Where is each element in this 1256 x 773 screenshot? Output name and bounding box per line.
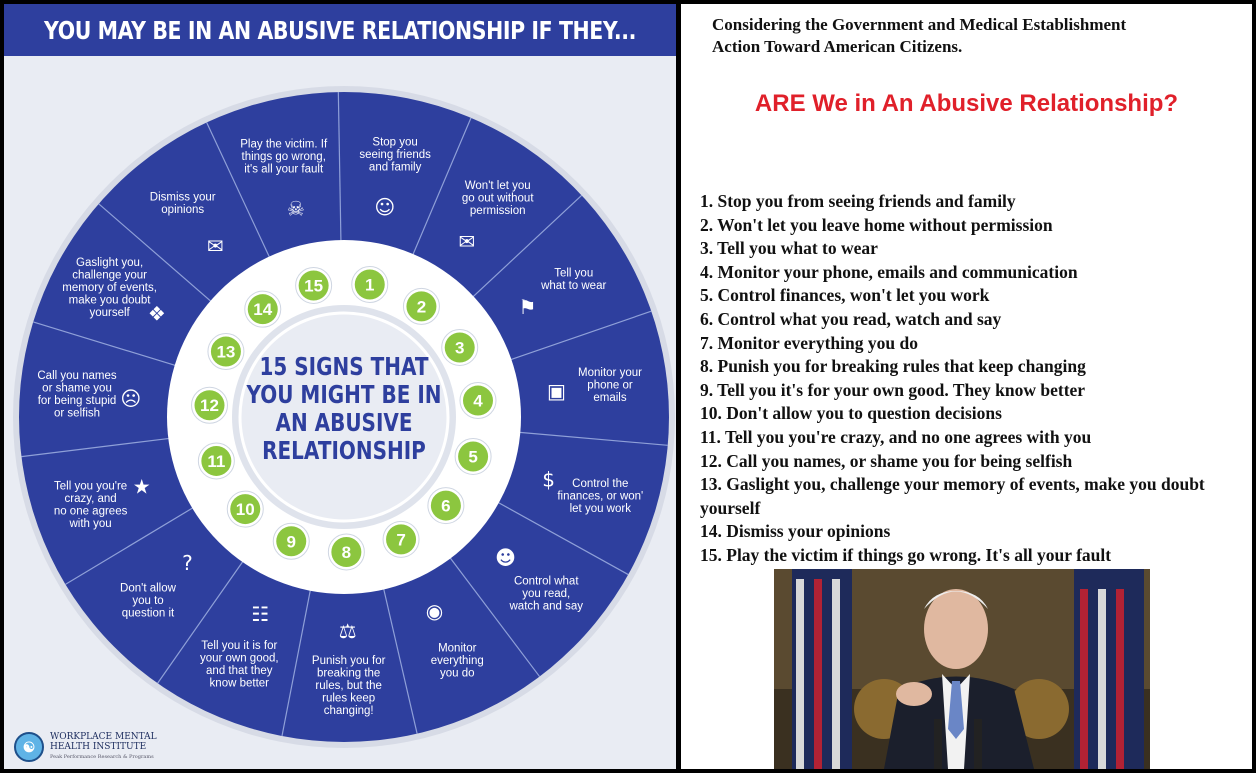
segment-label-line: Dismiss your [149,191,216,204]
heading-line-1: Considering the Government and Medical Establishment [712,15,1127,34]
number-label: 10 [235,500,255,520]
money-bag-icon: $ [542,467,556,492]
number-badge [273,523,309,559]
segment-label-line: Call you names [37,369,117,382]
sign-item: 12. Call you names, or shame you for being selfish [700,450,1073,471]
number-badge [383,521,419,557]
segment-label-line: let you work [569,502,631,515]
segment-label-line: crazy, and [64,493,117,506]
segment-label-line: things go wrong, [241,150,326,163]
logo-tagline: Peak Performance Research & Programs [50,754,154,760]
number-label: 15 [304,276,324,296]
segment-label-line: Monitor [438,642,477,655]
segment-label-line: Stop you [372,136,418,149]
center-title-line: YOU MIGHT BE IN [246,380,442,410]
sign-item: 15. Play the victim if things go wrong. It's all your fault [700,544,1112,565]
segment-label-line: Control what [513,575,579,588]
logo-name-line1: WORKPLACE MENTAL [50,732,157,742]
center-title-line: AN ABUSIVE [275,408,413,438]
segment-label-line: Control the [572,477,629,490]
segment-label-line: and family [368,161,422,174]
segment-label-line: memory of events, [62,282,157,295]
group-icon: ☺ [374,194,396,219]
number-label: 2 [416,297,427,317]
signs-list [700,190,1246,568]
question-person-icon: ? [182,550,193,575]
segment-label-line: finances, or won' [557,490,644,503]
document-sign-icon: ✉ [458,229,476,254]
segment-label-line: you read, [522,587,571,600]
number-label: 12 [200,396,219,416]
segment-label-line: your own good, [199,652,279,665]
institute-logo [14,732,157,762]
segment-label-line: you to [132,594,164,607]
sign-item: 7. Monitor everything you do [700,332,918,353]
number-badge [198,443,234,479]
segment-label-line: emails [593,391,627,404]
computer-phone-icon: ▣ [546,378,566,403]
segment-label-line: watch and say [509,600,584,613]
number-badge [208,334,244,370]
segment-label-line: Tell you you're [54,480,128,493]
crowd-icon: ★ [132,474,151,499]
segment-label-line: or selfish [54,407,101,420]
signs-wheel [4,56,676,769]
sign-item: 5. Control finances, won't let you work [700,285,990,306]
shamed-face-icon: ☹ [120,386,142,411]
center-title-line: 15 SIGNS THAT [259,352,429,382]
sign-item: 2. Won't let you leave home without permission [700,214,1053,235]
jacket-icon: ⚑ [518,294,537,319]
number-badge [192,387,228,423]
segment-label-line: Monitor your [578,366,642,379]
article-panel [681,4,1252,769]
number-label: 14 [253,300,273,320]
segment-label-line: permission [469,204,526,217]
sign-item: 6. Control what you read, watch and say [700,308,1002,329]
segment-label-line: phone or [587,379,633,392]
sign-item: 11. Tell you you're crazy, and no one agrees with you [700,426,1092,447]
abuse-question: ARE We in An Abusive Relationship? [754,90,1179,117]
brain-logo-icon: ☯ [14,732,44,762]
segment-label-line: or shame you [42,382,112,395]
confused-person-icon: ❖ [147,301,166,326]
people-board-icon: ☷ [251,601,270,626]
segment-label-line: for being stupid [37,394,117,407]
heading-line-2: Action Toward American Citizens. [712,37,963,56]
sign-item: 13. Gaslight you, challenge your memory of events, make you doubt yourself [700,474,1205,518]
number-label: 3 [454,338,465,358]
segment-label-line: Tell you [554,267,594,280]
segment-label-line: rules, but the [315,679,382,692]
segment-label-line: Play the victim. If [240,138,328,151]
segment-label-line: challenge your [72,269,148,282]
victim-person-icon: ☠ [286,196,305,221]
infographic-banner [4,4,676,56]
segment-label-line: what to wear [541,280,607,293]
segment-label-line: rules keep [322,692,376,705]
number-badge [442,329,478,365]
number-label: 6 [441,496,451,516]
segment-label-line: it's all your fault [244,163,324,176]
segment-label-line: Don't allow [120,582,176,595]
number-label: 7 [396,530,406,550]
number-label: 4 [473,391,483,411]
segment-label-line: changing! [323,704,374,717]
rulebook-icon: ⚖ [338,618,357,643]
sign-item: 8. Punish you for breaking rules that keep changing [700,356,1086,377]
sign-item: 4. Monitor your phone, emails and communication [700,261,1078,282]
number-label: 1 [365,275,375,295]
segment-label-line: breaking the [317,667,381,680]
number-badge [245,291,281,327]
segment-label-line: go out without [461,192,534,205]
center-title-line: RELATIONSHIP [262,436,426,466]
logo-name-line2: HEALTH INSTITUTE [50,742,147,752]
sign-item: 1. Stop you from seeing friends and family [700,191,1016,211]
segment-label-line: and that they [206,664,273,677]
number-badge [428,488,464,524]
segment-label-line: everything [430,654,484,667]
sign-item: 3. Tell you what to wear [700,238,878,259]
number-badge [227,491,263,527]
segment-label-line: make you doubt [68,294,151,307]
sign-item: 9. Tell you it's for your own good. They know better [700,379,1086,400]
number-label: 9 [286,532,296,552]
segment-label-line: seeing friends [359,148,431,161]
speaker-photo [774,569,1150,769]
reading-person-icon: ☻ [495,545,516,570]
infographic-panel [4,4,676,769]
segment-label-line: with you [69,518,112,531]
segment-label-line: no one agrees [53,505,128,518]
segment-label-line: yourself [89,307,130,320]
segment-label-line: know better [209,677,270,690]
number-badge [455,438,491,474]
number-label: 5 [468,447,478,467]
number-badge [352,266,388,302]
article-heading [712,14,1242,58]
segment-label-line: you do [439,667,475,680]
number-label: 13 [216,342,236,362]
banner-title: YOU MAY BE IN AN ABUSIVE RELATIONSHIP IF THEY... [43,15,637,45]
segment-label-line: opinions [161,204,205,217]
segment-label-line: question it [121,607,175,620]
sign-item: 14. Dismiss your opinions [700,521,891,542]
speech-person-icon: ✉ [206,234,224,259]
number-badge [460,383,496,419]
segment-label-line: Punish you for [311,654,386,667]
number-badge [328,534,364,570]
sign-item: 10. Don't allow you to question decisions [700,403,1002,424]
surveillance-icon: ◉ [425,598,444,623]
segment-label-line: Tell you it is for [201,639,278,652]
number-badge [296,267,332,303]
number-label: 8 [341,542,352,562]
number-badge [403,288,439,324]
segment-label-line: Gaslight you, [76,257,144,270]
segment-label-line: Won't let you [464,179,531,192]
number-label: 11 [207,451,226,471]
